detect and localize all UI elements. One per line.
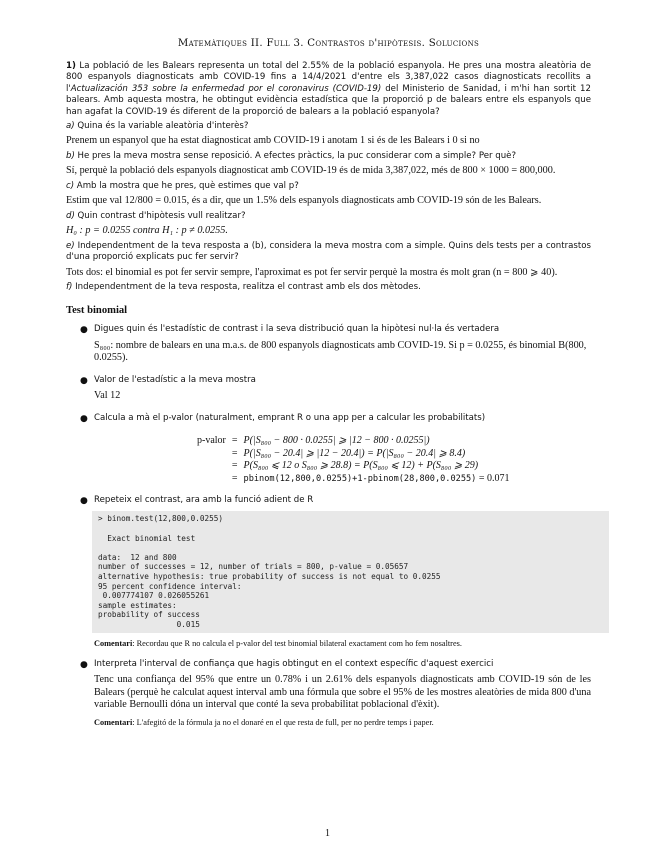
bullet-question: Calcula a mà el p-valor (naturalment, emprant R o una app per a calcular les probabilitats): [94, 413, 486, 424]
question-f-text: Independentment de la teva resposta, realitza el contrast amb els dos mètodes.: [72, 282, 421, 293]
bullet-icon: ●: [80, 496, 88, 507]
bullet-answer: Val 12: [94, 390, 121, 402]
bullet-question: Digues quin és l'estadístic de contrast i la seva distribució quan la hipòtesi nul·la és vertadera: [94, 324, 500, 335]
bullet-question: Repeteix el contrast, ara amb la funció adient de R: [94, 495, 314, 506]
problem-number: 1): [66, 61, 76, 71]
comment-2: [94, 717, 591, 728]
comment-text: : L'afegitó de la fórmula ja no el donaré en el que resta de full, per no perdre temps i paper.: [132, 717, 434, 727]
question-b-text: He pres la meva mostra sense reposició. A efectes pràctics, la puc considerar com a simple? Per què?: [74, 151, 517, 162]
bullet-answer: S₈₀₀: nombre de balears en una m.a.s. de 800 espanyols diagnosticats amb COVID-19. Si p = 0.0255, és binomial B(800, 0.0255).: [94, 339, 587, 364]
list-item: [80, 413, 591, 485]
answer-b: Sí, perquè la població dels espanyols diagnosticat amb COVID-19 és de mida 3,387,022, més de 800 × 1000 = 800,000.: [66, 165, 556, 177]
comment-label: Comentari: [94, 717, 133, 727]
question-e-text: Independentment de la teva resposta a (b), considera la meva mostra com a simple. Quins dels tests per a contrastos d'una proporció explicats puc fer servir?: [66, 241, 591, 263]
equation-label: p-valor: [197, 435, 226, 447]
bullet-icon: ●: [80, 659, 88, 670]
intro-part-b: del Ministerio de Sanidad, i m'hi han sortit 12 balears. Amb aquesta mostra, he obtingut evidència estadística que la proporció p de balears entre els espanyols que han agafat la COVID-19 és diferent de la proporció de balears a la població espanyola?: [66, 83, 591, 117]
question-d-label: d): [66, 211, 75, 222]
list-item: [80, 495, 591, 649]
question-a: [66, 121, 591, 132]
comment-1: [94, 638, 591, 649]
bullet-answer: Tenc una confiança del 95% que entre un 0.78% i un 2.61% dels espanyols diagnosticats amb COVID-19 són de les Balears (perquè he calculat aquest interval amb una fórmula que sobre el 95% de les mostres aleatòries de mida 800 d'una variable Bernoulli dóna un interval que conté la seva probabilitat poblacional d'èxit).: [94, 674, 591, 711]
answer-a: Prenem un espanyol que ha estat diagnosticat amb COVID-19 i anotam 1 si és de les Balears i 0 si no: [66, 135, 480, 147]
section-title: Test binomial: [66, 304, 128, 316]
question-e-label: e): [66, 241, 75, 252]
equation-result: = 0.071: [476, 472, 510, 484]
document-page: [66, 38, 591, 738]
bullet-icon: ●: [80, 414, 88, 425]
intro-part-a: La població de les Balears representa un total del 2.55% de la població espanyola. He pres una mostra aleatòria de 800 espanyols diagnosticats amb COVID-19 fins a 14/4/2021 d'entre els 3,387,022 casos diagnosticats recollits a l': [66, 61, 591, 94]
bullet-question: Interpreta l'interval de confiança que hagis obtingut en el context específic d'aquest exercici: [94, 658, 494, 669]
question-e: [66, 241, 591, 264]
question-d-text: Quin contrast d'hipòtesis vull realitzar?: [74, 211, 246, 222]
question-c-text: Amb la mostra que he pres, què estimes que val p?: [74, 181, 299, 192]
intro-source: Actualización 353 sobre la enfermedad por el coronavirus (COVID-19): [70, 83, 382, 94]
comment-text: : Recordau que R no calcula el p-valor del test binomial bilateral exactament com ho fem nosaltres.: [132, 638, 462, 648]
pvalue-equation: p-valor = P(|S₈₀₀ − 800 · 0.0255| ⩾ |12 − 800 · 0.0255|) = P(|S₈₀₀ − 20.4| ⩾ |12 − 20.4|) = P(|S₈₀₀ − 20.4| ⩾ 8.4) = P(S₈₀₀ ⩽ 12 o S₈₀₀ ⩾ 28.8) = P(S₈₀₀ ⩽ 12) + P(S₈₀₀ ⩾ 29) = pbinom(12,800,0.0255)+1-pbinom(28,800,0.0255) = 0.071: [194, 435, 591, 485]
question-b: [66, 151, 591, 162]
list-item: [80, 375, 591, 403]
bullet-icon: ●: [80, 376, 88, 387]
problem-statement: [66, 61, 591, 118]
equation-line: P(|S₈₀₀ − 800 · 0.0255| ⩾ |12 − 800 · 0.0255|): [243, 435, 430, 447]
answer-c: Estim que val 12/800 = 0.015, és a dir, que un 1.5% dels espanyols diagnosticats amb COVID-19 són de les Balears.: [66, 195, 542, 207]
comment-label: Comentari: [94, 638, 133, 648]
equation-code: pbinom(12,800,0.0255)+1-pbinom(28,800,0.0255): [243, 473, 477, 484]
page-number: 1: [325, 828, 330, 839]
list-item: [80, 658, 591, 728]
question-a-label: a): [66, 121, 75, 132]
bullet-icon: ●: [80, 325, 88, 336]
question-f-label: f): [66, 282, 73, 293]
question-b-label: b): [66, 151, 75, 162]
equation-line: P(|S₈₀₀ − 20.4| ⩾ |12 − 20.4|) = P(|S₈₀₀ − 20.4| ⩾ 8.4): [243, 447, 466, 459]
binomial-test-list: [66, 324, 591, 727]
page-title: Matemàtiques II. Full 3. Contrastos d'hipòtesis. Solucions: [177, 38, 480, 49]
answer-e: Tots dos: el binomial es pot fer servir sempre, l'aproximat es pot fer servir perquè la mostra és molt gran (n = 800 ⩾ 40).: [66, 266, 558, 278]
question-d: [66, 211, 591, 222]
answer-d: [66, 225, 591, 238]
equation-line: P(S₈₀₀ ⩽ 12 o S₈₀₀ ⩾ 28.8) = P(S₈₀₀ ⩽ 12) + P(S₈₀₀ ⩾ 29): [243, 460, 479, 472]
question-c-label: c): [66, 181, 75, 192]
question-a-text: Quina és la variable aleatòria d'interès?: [74, 121, 249, 132]
bullet-question: Valor de l'estadístic a la meva mostra: [94, 375, 256, 386]
hypotheses: H₀ : p = 0.0255 contra H₁ : p ≠ 0.0255.: [66, 225, 228, 237]
r-output-block: > binom.test(12,800,0.0255) Exact binomial test data: 12 and 800 number of successes = 12, number of trials = 800, p-value = 0.05657 alternative hypothesis: true probability of success is not equal to 0.0255 95 percent confidence interval: 0.007774107 0.026055261 sample estimates: probability of success 0.015: [92, 511, 609, 632]
question-c: [66, 181, 591, 192]
question-f: [66, 282, 591, 293]
list-item: [80, 324, 591, 365]
